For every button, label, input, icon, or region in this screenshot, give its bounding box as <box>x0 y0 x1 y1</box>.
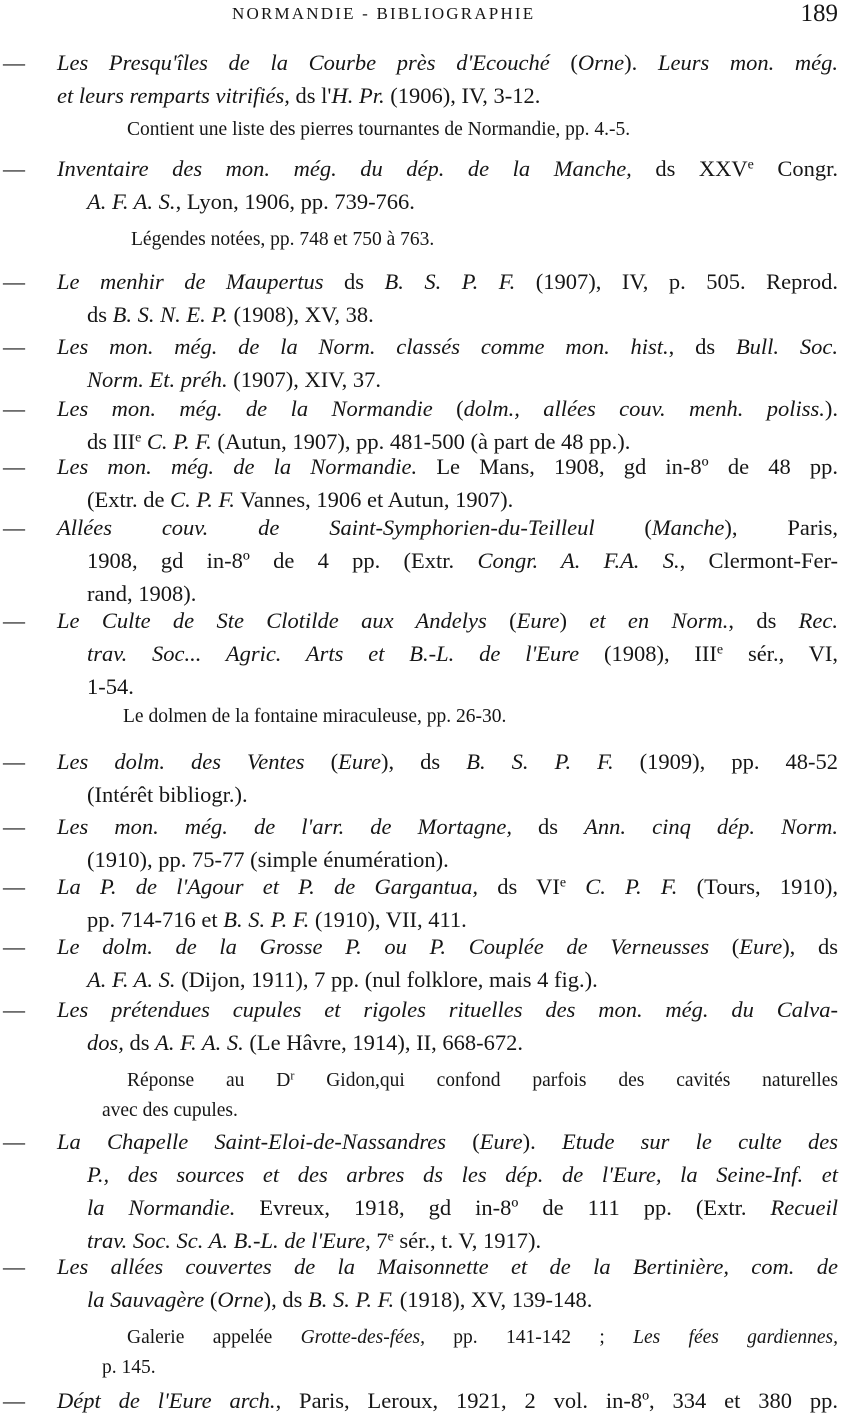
entry-citation <box>57 46 838 112</box>
entry-citation <box>57 1384 838 1417</box>
work-title: Les Presqu'îles de la Courbe près d'Ecouché <box>57 50 550 75</box>
citation-line: Les Presqu'îles de la Courbe près d'Ecouché (Orne). Leurs mon. még. <box>57 50 839 75</box>
journal-name: Congr. A. F.A. S. <box>477 548 680 573</box>
journal-name: Recueil <box>770 1195 838 1220</box>
citation-line: rand, 1908). <box>87 581 197 606</box>
citation-line: la Normandie. Evreux, 1918, gd in-8º de 111 pp. (Extr. Recueil <box>87 1195 838 1220</box>
journal-name: C. P. F. <box>566 874 678 899</box>
entry-citation <box>57 810 838 876</box>
note-line: Légendes notées, pp. 748 et 750 à 763. <box>131 229 435 250</box>
citation-line: Le dolm. de la Grosse P. ou P. Couplée de Verneusses (Eure), ds <box>57 934 839 959</box>
annotation-note <box>0 115 842 145</box>
entry-citation <box>57 993 838 1059</box>
running-title: NORMANDIE - BIBLIOGRAPHIE <box>232 4 536 23</box>
journal-name: Ann. cinq dép. Norm. <box>584 814 838 839</box>
work-title-cont: P., des sources et des arbres ds les dép. de l'Eure, la Seine-Inf. et <box>87 1162 838 1187</box>
citation-line: Le menhir de Maupertus ds B. S. P. F. (1907), IV, p. 505. Reprod. <box>57 269 838 294</box>
entry-dash: — <box>3 749 25 774</box>
work-title-cont: Leurs mon. még. <box>657 50 839 75</box>
entry-dash: — <box>3 1254 25 1279</box>
work-title-cont: et en Norm. <box>589 608 729 633</box>
entry-citation <box>57 604 838 703</box>
note-line: avec des cupules. <box>102 1100 238 1121</box>
entry-dash: — <box>3 454 25 479</box>
citation-line: (Extr. de C. P. F. Vannes, 1906 et Autun, 1907). <box>87 487 514 512</box>
entry-citation <box>57 392 838 458</box>
entry-dash: — <box>3 934 25 959</box>
entry-dash: — <box>3 50 25 75</box>
annotation-note <box>0 1323 842 1383</box>
citation-line: 1908, gd in-8º de 4 pp. (Extr. Congr. A. F.A. S., Clermont-Fer- <box>87 548 838 573</box>
work-title: Dépt de l'Eure arch. <box>57 1388 276 1413</box>
entry-dash: — <box>3 269 25 294</box>
work-title: Les prétendues cupules et rigoles rituelles des mon. még. du Calva- <box>57 997 838 1022</box>
citation-line: trav. Soc... Agric. Arts et B.-L. de l'Eure (1908), IIIe sér., VI, <box>87 641 838 666</box>
work-title: Le menhir de Maupertus <box>57 269 324 294</box>
citation-line: Dépt de l'Eure arch., Paris, Leroux, 1921, 2 vol. in-8º, 334 et 380 pp. <box>57 1388 838 1413</box>
work-title: Les mon. még. de la Normandie <box>57 396 433 421</box>
region: Manche <box>651 515 725 540</box>
citation-line: A. F. A. S. (Dijon, 1911), 7 pp. (nul folklore, mais 4 fig.). <box>87 967 598 992</box>
parenthetical: dolm., allées couv. menh. poliss. <box>463 396 825 421</box>
work-title: Les dolm. des Ventes <box>57 749 305 774</box>
entry-dash: — <box>3 1388 25 1413</box>
work-title-cont: et leurs remparts vitrifiés, <box>57 83 290 108</box>
work-title: Les allées couvertes de la Maisonnette et de la Bertinière, com. de <box>57 1254 838 1279</box>
entry-citation <box>57 930 838 996</box>
work-title: Inventaire des mon. még. du dép. de la Manche, <box>57 156 632 181</box>
citation-line: trav. Soc. Sc. A. B.-L. de l'Eure, 7e sér., t. V, 1917). <box>87 1228 542 1253</box>
citation-line: dos, ds A. F. A. S. (Le Hâvre, 1914), II, 668-672. <box>87 1030 524 1055</box>
work-title: Allées couv. de Saint-Symphorien-du-Teilleul <box>57 515 595 540</box>
citation-line: Les mon. még. de l'arr. de Mortagne, ds Ann. cinq dép. Norm. <box>57 814 838 839</box>
region: Orne <box>217 1287 264 1312</box>
entry-dash: — <box>3 997 25 1022</box>
citation-line: Les mon. még. de la Normandie (dolm., allées couv. menh. poliss.). <box>57 396 838 421</box>
work-title: Les mon. még. de l'arr. de Mortagne, <box>57 814 512 839</box>
entry-dash: — <box>3 1129 25 1154</box>
citation-line <box>57 993 838 1026</box>
journal-name: B. S. P. F. <box>223 907 310 932</box>
entry-dash: — <box>3 515 25 540</box>
note-line: Réponse au $D^r$ Gidon,qui confond parfois des cavités naturelles <box>127 1068 838 1091</box>
journal-name: trav. Soc... Agric. Arts et B.-L. de l'Eure <box>87 641 580 666</box>
work-title: Le Culte de Ste Clotilde aux Andelys <box>57 608 487 633</box>
citation-line: A. F. A. S., Lyon, 1906, pp. 739-766. <box>87 189 415 214</box>
citation-line: Inventaire des mon. még. du dép. de la Manche, ds XXVe Congr. <box>57 156 838 181</box>
citation-line: ds B. S. N. E. P. (1908), XV, 38. <box>87 302 374 327</box>
entry-citation <box>57 1125 838 1257</box>
entry-dash: — <box>3 814 25 839</box>
citation-line <box>57 1250 838 1283</box>
page-number: 189 <box>800 0 838 27</box>
entry-citation <box>57 152 838 218</box>
work-title-cont: dos, <box>87 1030 124 1055</box>
work-title: Le dolm. de la Grosse P. ou P. Couplée de Verneusses <box>57 934 710 959</box>
journal-name: B. S. P. F. <box>384 269 516 294</box>
note-line: Galerie appelée Grotte-des-fées, pp. 141-142 ; Les fées gardiennes, <box>127 1327 838 1348</box>
entry-dash: — <box>3 156 25 181</box>
entry-citation <box>57 450 838 516</box>
journal-name: B. S. P. F. <box>466 749 614 774</box>
citation-line: et leurs remparts vitrifiés, ds l'H. Pr. (1906), IV, 3-12. <box>57 83 541 108</box>
journal-name: Norm. Et. préh. <box>87 367 228 392</box>
region: Eure <box>516 608 560 633</box>
journal-name: C. P. F. <box>141 429 212 454</box>
annotation-note <box>0 225 842 255</box>
entry-citation <box>57 330 838 396</box>
citation-line: Les mon. még. de la Normandie. Le Mans, 1908, gd in-8º de 48 pp. <box>57 454 838 479</box>
citation-line: (1910), pp. 75-77 (simple énumération). <box>87 847 449 872</box>
citation-line: (Intérêt bibliogr.). <box>87 782 248 807</box>
citation-line: pp. 714-716 et B. S. P. F. (1910), VII, 411. <box>87 907 467 932</box>
entry-dash: — <box>3 608 25 633</box>
journal-name: Rec. <box>798 608 838 633</box>
citation-line: Le Culte de Ste Clotilde aux Andelys (Eure) et en Norm., ds Rec. <box>57 608 838 633</box>
region: Eure <box>338 749 381 774</box>
journal-name: A. F. A. S. <box>87 189 176 214</box>
entry-dash: — <box>3 334 25 359</box>
citation-line: Les mon. még. de la Norm. classés comme mon. hist., ds Bull. Soc. <box>57 334 838 359</box>
work-title: La P. de l'Agour et P. de Gargantua, <box>57 874 478 899</box>
citation-line: la Sauvagère (Orne), ds B. S. P. F. (1918), XV, 139-148. <box>87 1287 593 1312</box>
entry-citation <box>57 1250 838 1316</box>
citation-line: 1-54. <box>87 674 134 699</box>
annotation-note <box>0 1066 842 1126</box>
work-title-cont: la Normandie. <box>87 1195 236 1220</box>
citation-line <box>57 1158 838 1191</box>
note-line: p. 145. <box>102 1357 156 1378</box>
region: Orne <box>577 50 625 75</box>
citation-line: La Chapelle Saint-Eloi-de-Nassandres (Eure). Etude sur le culte des <box>57 1129 838 1154</box>
entry-citation <box>57 745 838 811</box>
entry-citation <box>57 511 838 610</box>
journal-name: B. S. P. F. <box>308 1287 395 1312</box>
work-title: Les mon. még. de la Norm. classés comme mon. hist. <box>57 334 669 359</box>
journal-name: B. S. N. E. P. <box>112 302 228 327</box>
citation-line: La P. de l'Agour et P. de Gargantua, ds VIe C. P. F. (Tours, 1910), <box>57 874 838 899</box>
journal-name: H. Pr. <box>331 83 385 108</box>
annotation-note <box>0 702 842 732</box>
region: Eure <box>739 934 783 959</box>
journal-name: A. F. A. S. <box>155 1030 244 1055</box>
note-line: Le dolmen de la fontaine miraculeuse, pp. 26-30. <box>123 706 507 727</box>
work-title: Les mon. még. de la Normandie. <box>57 454 418 479</box>
work-title: La Chapelle Saint-Eloi-de-Nassandres <box>57 1129 447 1154</box>
journal-name: A. F. A. S. <box>87 967 176 992</box>
entry-dash: — <box>3 396 25 421</box>
work-title-cont: la Sauvagère <box>87 1287 205 1312</box>
journal-name: C. P. F. <box>170 487 235 512</box>
region: Eure <box>479 1129 523 1154</box>
entry-dash: — <box>3 874 25 899</box>
citation-line: Les dolm. des Ventes (Eure), ds B. S. P. F. (1909), pp. 48-52 <box>57 749 839 774</box>
journal-name: trav. Soc. Sc. A. B.-L. de l'Eure <box>87 1228 366 1253</box>
entry-citation <box>57 265 838 331</box>
citation-line: ds IIIe C. P. F. (Autun, 1907), pp. 481-500 (à part de 48 pp.). <box>87 429 631 454</box>
entry-citation <box>57 870 838 936</box>
note-line: Contient une liste des pierres tournantes de Normandie, pp. 4.-5. <box>127 119 631 140</box>
journal-name: Bull. Soc. <box>735 334 838 359</box>
work-title-cont: Etude sur le culte des <box>561 1129 838 1154</box>
citation-line: Allées couv. de Saint-Symphorien-du-Teilleul (Manche), Paris, <box>57 515 838 540</box>
citation-line: Norm. Et. préh. (1907), XIV, 37. <box>87 367 381 392</box>
